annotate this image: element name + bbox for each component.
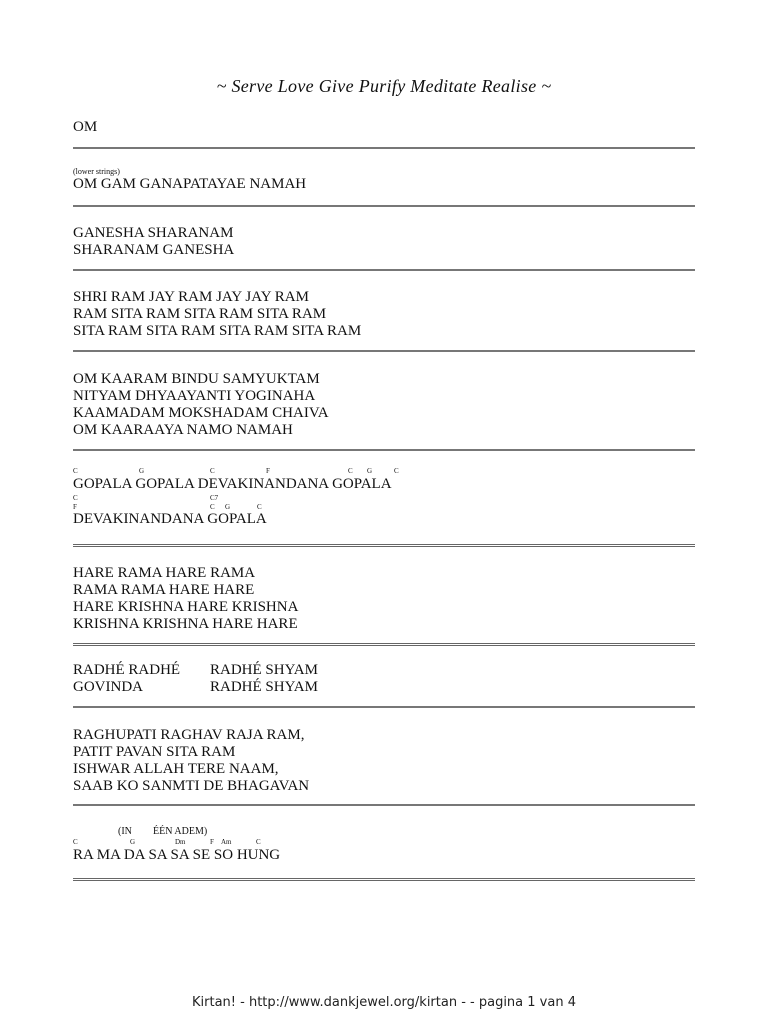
lyric-phrase: GOVINDA bbox=[73, 679, 143, 695]
chord: C bbox=[210, 503, 215, 511]
chord: C7 bbox=[210, 494, 219, 502]
chord: C bbox=[73, 838, 78, 846]
chord: C bbox=[348, 467, 353, 475]
chord: G bbox=[130, 838, 136, 846]
lyric-line: GOPALA GOPALA DEVAKINANDANA GOPALA bbox=[73, 476, 392, 492]
chant-ra-ma-da-sa bbox=[73, 826, 695, 864]
lyric-line: ISHWAR ALLAH TERE NAAM, bbox=[73, 761, 279, 777]
lyric-phrase: RADHÉ RADHÉ bbox=[73, 662, 181, 678]
divider bbox=[73, 449, 695, 451]
chord-row bbox=[73, 493, 695, 502]
chant-om bbox=[73, 119, 695, 136]
lyric-line: RAMA RAMA HARE HARE bbox=[73, 582, 255, 598]
chord: G bbox=[367, 467, 373, 475]
divider bbox=[73, 147, 695, 149]
lyric-line: KAAMADAM MOKSHADAM CHAIVA bbox=[73, 405, 329, 421]
chord: C bbox=[256, 838, 261, 846]
chord: F bbox=[266, 467, 270, 475]
lyric-line: HARE RAMA HARE RAMA bbox=[73, 565, 256, 581]
note-text: (IN bbox=[118, 826, 132, 837]
lyric-line bbox=[73, 679, 695, 696]
chant-ganapatayae bbox=[73, 167, 695, 193]
chant-raghupati bbox=[73, 727, 695, 795]
lyric-line: NITYAM DHYAAYANTI YOGINAHA bbox=[73, 388, 316, 404]
divider bbox=[73, 350, 695, 352]
lyric-line: RAGHUPATI RAGHAV RAJA RAM, bbox=[73, 727, 305, 743]
lyric-phrase: RADHÉ SHYAM bbox=[210, 662, 318, 678]
chant-gopala bbox=[73, 466, 695, 528]
chord: Dm bbox=[175, 838, 186, 846]
lyric-line: OM bbox=[73, 119, 98, 135]
lyric-line bbox=[73, 662, 695, 679]
chord: F bbox=[210, 838, 214, 846]
chord: C bbox=[73, 467, 78, 475]
chant-om-kaaram bbox=[73, 371, 695, 439]
lyric-line: SHARANAM GANESHA bbox=[73, 242, 235, 258]
divider bbox=[73, 804, 695, 806]
chant-ganesha bbox=[73, 225, 695, 259]
lyric-line: OM KAARAM BINDU SAMYUKTAM bbox=[73, 371, 320, 387]
double-divider bbox=[73, 878, 695, 881]
lyric-line: SHRI RAM JAY RAM JAY JAY RAM bbox=[73, 289, 309, 305]
lyric-line: SAAB KO SANMTI DE BHAGAVAN bbox=[73, 778, 310, 794]
lyric-line: RA MA DA SA SA SE SO HUNG bbox=[73, 847, 281, 863]
chord-row bbox=[73, 502, 695, 511]
chant-shri-ram bbox=[73, 289, 695, 340]
chord: C bbox=[210, 467, 215, 475]
lyric-line: KRISHNA KRISHNA HARE HARE bbox=[73, 616, 298, 632]
double-divider bbox=[73, 544, 695, 547]
chord-row bbox=[73, 466, 695, 476]
note-text: ÉÉN ADEM) bbox=[153, 826, 208, 837]
divider bbox=[73, 269, 695, 271]
page-title: ~ Serve Love Give Purify Meditate Realise ~ bbox=[216, 76, 552, 96]
chord: C bbox=[73, 494, 78, 502]
lyric-phrase: RADHÉ SHYAM bbox=[210, 679, 318, 695]
chord: G bbox=[225, 503, 231, 511]
lyric-line: HARE KRISHNA HARE KRISHNA bbox=[73, 599, 299, 615]
lyric-line: OM KAARAAYA NAMO NAMAH bbox=[73, 422, 293, 438]
page-footer: Kirtan! - http://www.dankjewel.org/kirtan - - pagina 1 van 4 bbox=[192, 995, 576, 1010]
chord: Am bbox=[221, 838, 232, 846]
chant-hare-rama bbox=[73, 565, 695, 633]
chord: C bbox=[394, 467, 399, 475]
lyric-line: OM GAM GANAPATAYAE NAMAH bbox=[73, 176, 307, 192]
performance-note bbox=[73, 826, 695, 837]
performance-note: (lower strings) bbox=[73, 167, 120, 176]
chord-row bbox=[73, 837, 695, 847]
divider bbox=[73, 205, 695, 207]
chord: C bbox=[257, 503, 262, 511]
divider bbox=[73, 706, 695, 708]
lyric-line: GANESHA SHARANAM bbox=[73, 225, 234, 241]
double-divider bbox=[73, 643, 695, 646]
lyric-line: SITA RAM SITA RAM SITA RAM SITA RAM bbox=[73, 323, 362, 339]
lyric-line: DEVAKINANDANA GOPALA bbox=[73, 511, 267, 527]
chord: G bbox=[139, 467, 145, 475]
chant-radhe bbox=[73, 662, 695, 696]
lyric-line: PATIT PAVAN SITA RAM bbox=[73, 744, 236, 760]
chord: F bbox=[73, 503, 77, 511]
lyric-line: RAM SITA RAM SITA RAM SITA RAM bbox=[73, 306, 327, 322]
